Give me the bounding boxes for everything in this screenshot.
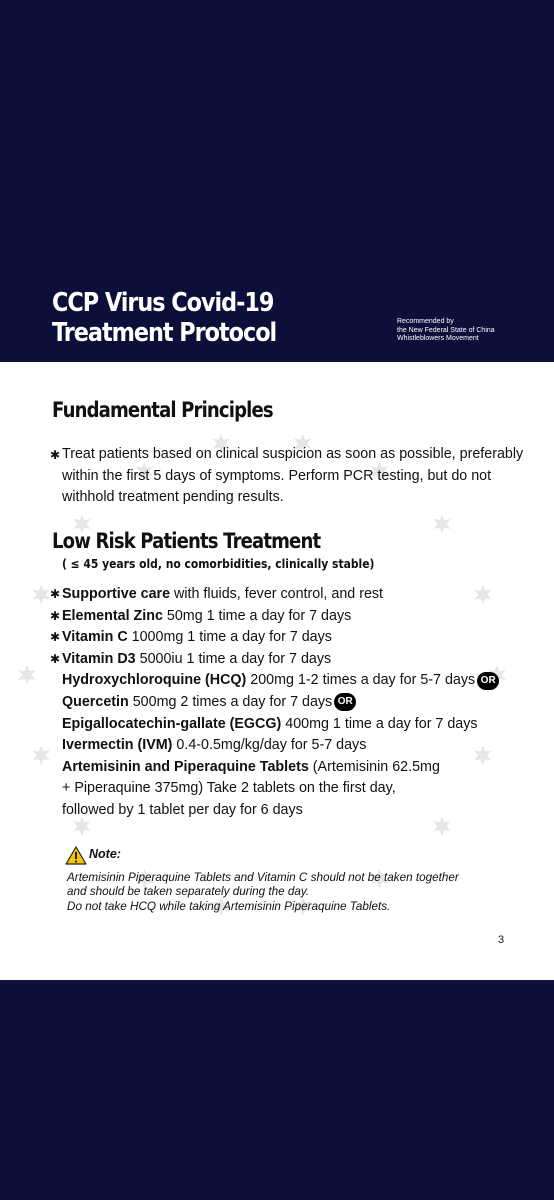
treatment-name: Ivermectin (IVM): [62, 737, 173, 754]
title-line-1: CCP Virus Covid-19: [52, 288, 274, 318]
treatment-detail: 0.4-0.5mg/kg/day for 5-7 days: [172, 737, 367, 754]
treatment-detail: 5000iu 1 time a day for 7 days: [135, 650, 332, 667]
bullet-star-icon: ✱: [50, 630, 61, 645]
treatment-item: [62, 692, 542, 714]
note-line: Do not take HCQ while taking Artemisinin Piperaquine Tablets.: [67, 899, 391, 913]
treatment-item: [62, 778, 542, 800]
bullet-star-icon: ✱: [50, 587, 61, 601]
treatment-item: [62, 670, 542, 692]
bullet-star-icon: ✱: [50, 448, 61, 462]
treatment-detail: + Piperaquine 375mg) Take 2 tablets on the first day,: [62, 780, 396, 797]
treatment-name: Supportive care: [62, 586, 171, 602]
treatment-item: [62, 735, 542, 757]
title-line-2: Treatment Protocol: [52, 318, 277, 348]
recommended-line: the New Federal State of China: [397, 326, 495, 334]
treatment-name: Artemisinin and Piperaquine Tablets: [62, 758, 309, 775]
treatment-name: Quercetin: [62, 693, 129, 710]
treatment-detail: with fluids, fever control, and rest: [170, 586, 384, 602]
watermark-star: [18, 665, 35, 685]
low-risk-criteria: ( ≤ 45 years old, no comorbidities, clinically stable): [62, 556, 375, 571]
treatment-item: [50, 627, 542, 649]
recommended-by: [397, 318, 495, 344]
treatment-name: Epigallocatechin-gallate (EGCG): [62, 715, 282, 732]
treatment-detail: 400mg 1 time a day for 7 days: [281, 715, 478, 732]
watermark-star: [33, 745, 50, 765]
treatment-name: Elemental Zinc: [62, 607, 163, 624]
or-badge: OR: [334, 693, 356, 711]
treatment-item: [50, 606, 542, 628]
low-risk-heading: Low Risk Patients Treatment: [52, 529, 321, 553]
watermark-star: [33, 585, 50, 605]
principles-text: Treat patients based on clinical suspicion as soon as possible, preferably within the first 5 days of symptoms. Perform PCR testing, but do not withhold treatment pending results.: [62, 446, 524, 505]
treatment-detail: 50mg 1 time a day for 7 days: [162, 607, 352, 624]
treatment-list: [50, 584, 542, 822]
treatment-name: Vitamin C: [62, 629, 128, 646]
watermark-star: [433, 514, 450, 534]
note-line: Artemisinin Piperaquine Tablets and Vitamin C should not be taken together: [67, 871, 459, 884]
bullet-star-icon: ✱: [50, 651, 61, 666]
treatment-detail: followed by 1 tablet per day for 6 days: [62, 801, 303, 818]
treatment-item: [50, 584, 542, 606]
note-line: and should be taken separately during the day.: [67, 885, 310, 899]
document-page: [0, 362, 554, 980]
or-badge: OR: [477, 672, 499, 690]
treatment-detail: 500mg 2 times a day for 7 days: [128, 693, 333, 710]
bullet-star-icon: ✱: [50, 608, 61, 623]
treatment-name: Hydroxychloroquine (HCQ): [62, 672, 247, 689]
recommended-line: Whistleblowers Movement: [397, 335, 479, 342]
treatment-item: [62, 714, 542, 736]
treatment-detail: 200mg 1-2 times a day for 5-7 days: [246, 672, 476, 689]
treatment-name: Vitamin D3: [62, 650, 136, 667]
treatment-item: [50, 649, 542, 671]
treatment-detail: (Artemisinin 62.5mg: [308, 758, 440, 775]
document-title: [52, 288, 276, 348]
page-number: 3: [498, 934, 505, 946]
treatment-item: [62, 757, 542, 779]
note-text: [67, 871, 537, 914]
note-label: Note:: [89, 847, 121, 861]
treatment-item: [62, 800, 542, 822]
recommended-line: Recommended by: [397, 318, 454, 325]
principles-heading: Fundamental Principles: [52, 398, 273, 422]
treatment-detail: 1000mg 1 time a day for 7 days: [127, 629, 332, 646]
